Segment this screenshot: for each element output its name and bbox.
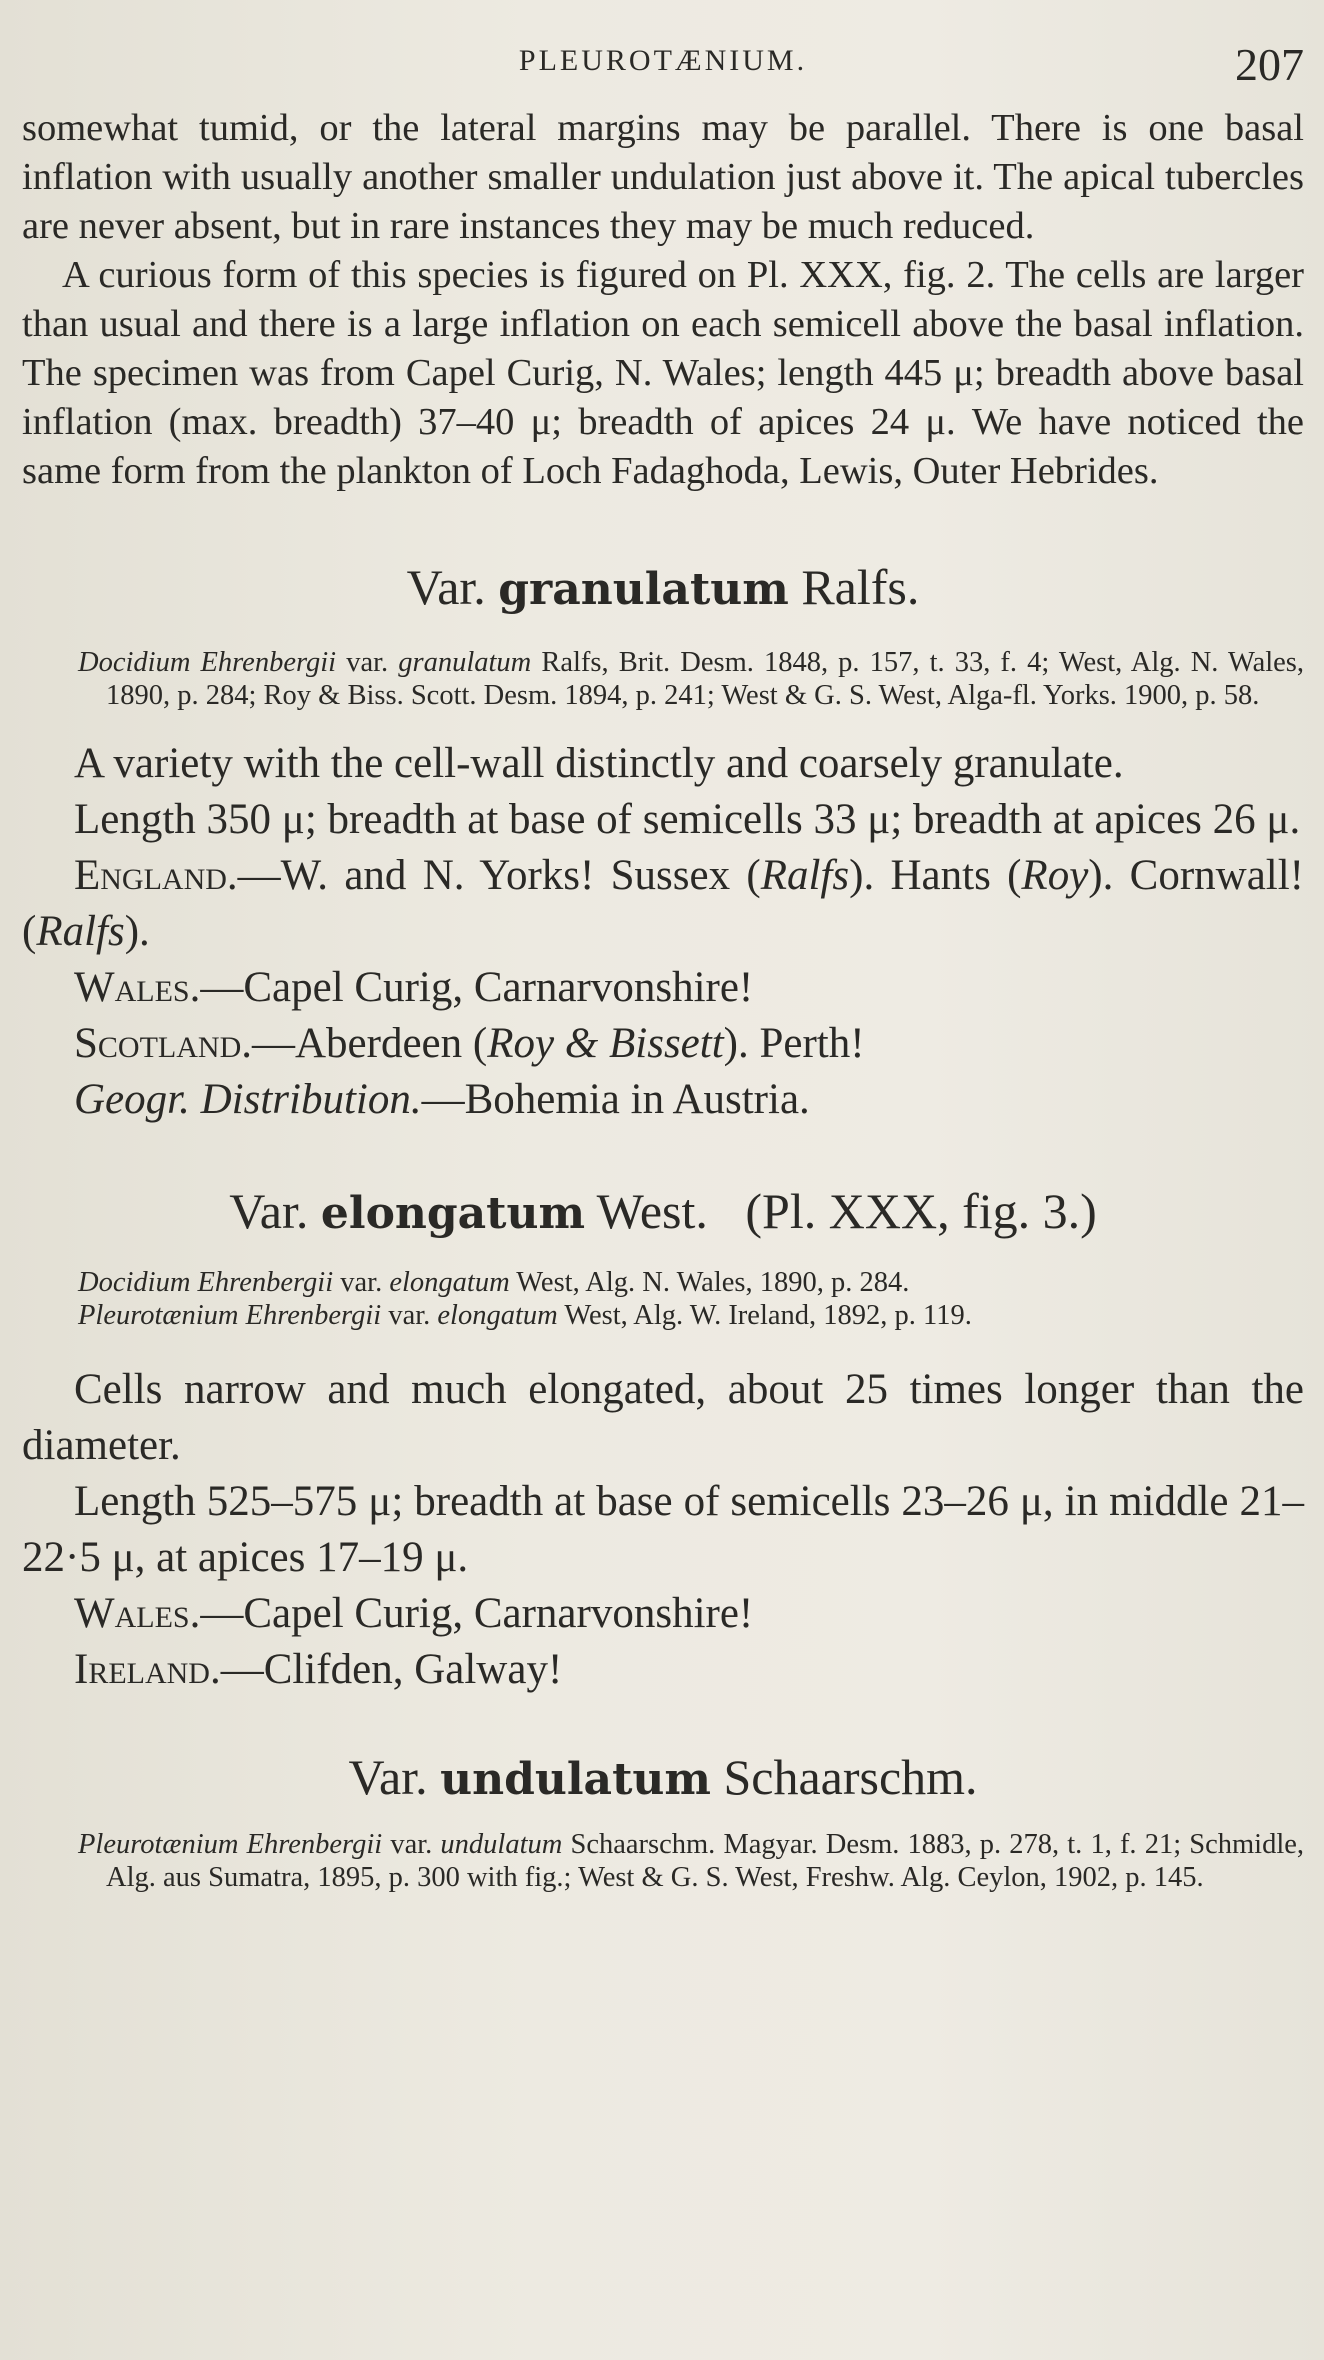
synonym-epithet: elongatum (437, 1300, 558, 1331)
title-name: granulatum (498, 564, 789, 615)
synonym-citations: Ralfs, Brit. Desm. 1848, p. 157, t. 33, f. 4; West, Alg. N. Wales, 1890, p. 284; Roy & Biss. Scott. Desm. 1894, p. 241; West & G. S. West, Alga-fl. Yorks. 1900, p. 58. (106, 647, 1305, 711)
section-title-elongatum (22, 1182, 1304, 1240)
synonym-genus: Docidium Ehrenbergii (78, 1267, 334, 1298)
page-number: 207 (1235, 39, 1304, 90)
running-head: PLEUROTÆNIUM. (518, 44, 808, 77)
title-prefix: Var. (229, 1183, 309, 1239)
section-title-undulatum (22, 1748, 1304, 1806)
collector-name: Roy (1021, 852, 1089, 899)
locality-text: —Capel Curig, Carnarvonshire! (200, 964, 754, 1011)
title-author: West. (596, 1183, 708, 1239)
locality-label: Wales. (74, 1590, 201, 1637)
section-title-granulatum (22, 558, 1304, 616)
synonym-epithet: undulatum (440, 1829, 563, 1860)
synonym-epithet: granulatum (398, 647, 532, 678)
title-prefix: Var. (348, 1749, 428, 1805)
locality-england (22, 848, 1304, 960)
locality-text: —Aberdeen ( (252, 1020, 488, 1067)
collector-name: Roy & Bissett (487, 1020, 724, 1067)
synonym-epithet: elongatum (389, 1267, 510, 1298)
synonymy-undulatum (50, 1828, 1304, 1894)
synonym-var: var. (346, 647, 389, 678)
locality-text: ). (124, 908, 150, 955)
synonymy-elongatum-1 (50, 1266, 1304, 1299)
intro-paragraph-2: A curious form of this species is figured on Pl. XXX, fig. 2. The cells are larger than usual and there is a large inflation on each semicell above the basal inflation. The specimen was from Capel Curig, N. Wales; length 445 μ; breadth above basal inflation (max. breadth) 37–40 μ; breadth of apices 24 μ. We have noticed the same form from the plankton of Loch Fadaghoda, Lewis, Outer Hebrides. (22, 254, 1304, 492)
geographic-distribution (22, 1072, 1304, 1128)
description-elongatum: Cells narrow and much elongated, about 25 times longer than the diameter. (22, 1366, 1304, 1469)
locality-text: —Capel Curig, Carnarvonshire! (200, 1590, 754, 1637)
locality-label: Ireland. (74, 1646, 221, 1693)
locality-label: Scotland. (74, 1020, 252, 1067)
locality-label: Wales. (74, 964, 201, 1011)
synonym-var: var. (390, 1829, 433, 1860)
synonymy-elongatum-2 (50, 1299, 1304, 1332)
locality-text: —W. and N. Yorks! Sussex ( (237, 852, 761, 899)
intro-paragraph-1: somewhat tumid, or the lateral margins may be parallel. There is one basal inflation with usually another smaller undulation just above it. The apical tubercles are never absent, but in rare instances they may be much reduced. (22, 107, 1304, 247)
title-prefix: Var. (406, 559, 486, 615)
locality-text: ). Hants ( (849, 852, 1022, 899)
locality-wales (22, 960, 1304, 1016)
locality-ireland (22, 1642, 1304, 1698)
synonymy-granulatum (50, 646, 1304, 712)
locality-text: ). Cornwall! ( (22, 852, 1304, 955)
locality-label: England. (74, 852, 238, 899)
distribution-label: Geogr. Distribution. (74, 1076, 422, 1123)
description-granulatum: A variety with the cell-wall distinctly and coarsely granulate. (74, 740, 1124, 787)
title-name: undulatum (440, 1754, 711, 1805)
synonym-genus: Docidium Ehrenbergii (78, 647, 337, 678)
synonym-var: var. (388, 1300, 431, 1331)
collector-name: Ralfs (760, 852, 850, 899)
title-plate: (Pl. XXX, fig. 3.) (745, 1183, 1097, 1239)
distribution-text: —Bohemia in Austria. (421, 1076, 810, 1123)
synonym-genus: Pleurotænium Ehrenbergii (78, 1300, 382, 1331)
locality-wales (22, 1586, 1304, 1642)
synonym-var: var. (340, 1267, 383, 1298)
locality-text: —Clifden, Galway! (220, 1646, 563, 1693)
measurements-elongatum: Length 525–575 μ; breadth at base of semicells 23–26 μ, in middle 21–22·5 μ, at apices 17–19 μ. (22, 1478, 1304, 1581)
title-name: elongatum (320, 1188, 586, 1239)
locality-scotland (22, 1016, 1304, 1072)
measurements-granulatum: Length 350 μ; breadth at base of semicells 33 μ; breadth at apices 26 μ. (74, 796, 1301, 843)
synonym-citations: West, Alg. N. Wales, 1890, p. 284. (516, 1267, 910, 1298)
synonym-citations: West, Alg. W. Ireland, 1892, p. 119. (564, 1300, 972, 1331)
synonym-citations: Schaarschm. Magyar. Desm. 1883, p. 278, t. 1, f. 21; Schmidle, Alg. aus Sumatra, 1895, p. 300 with fig.; West & G. S. West, Freshw. Alg. Ceylon, 1902, p. 145. (106, 1829, 1305, 1893)
title-author: Schaarschm. (723, 1749, 978, 1805)
collector-name: Ralfs (36, 908, 125, 955)
synonym-genus: Pleurotænium Ehrenbergii (78, 1829, 383, 1860)
page-header (22, 30, 1304, 104)
title-author: Ralfs. (801, 559, 920, 615)
locality-text: ). Perth! (723, 1020, 865, 1067)
